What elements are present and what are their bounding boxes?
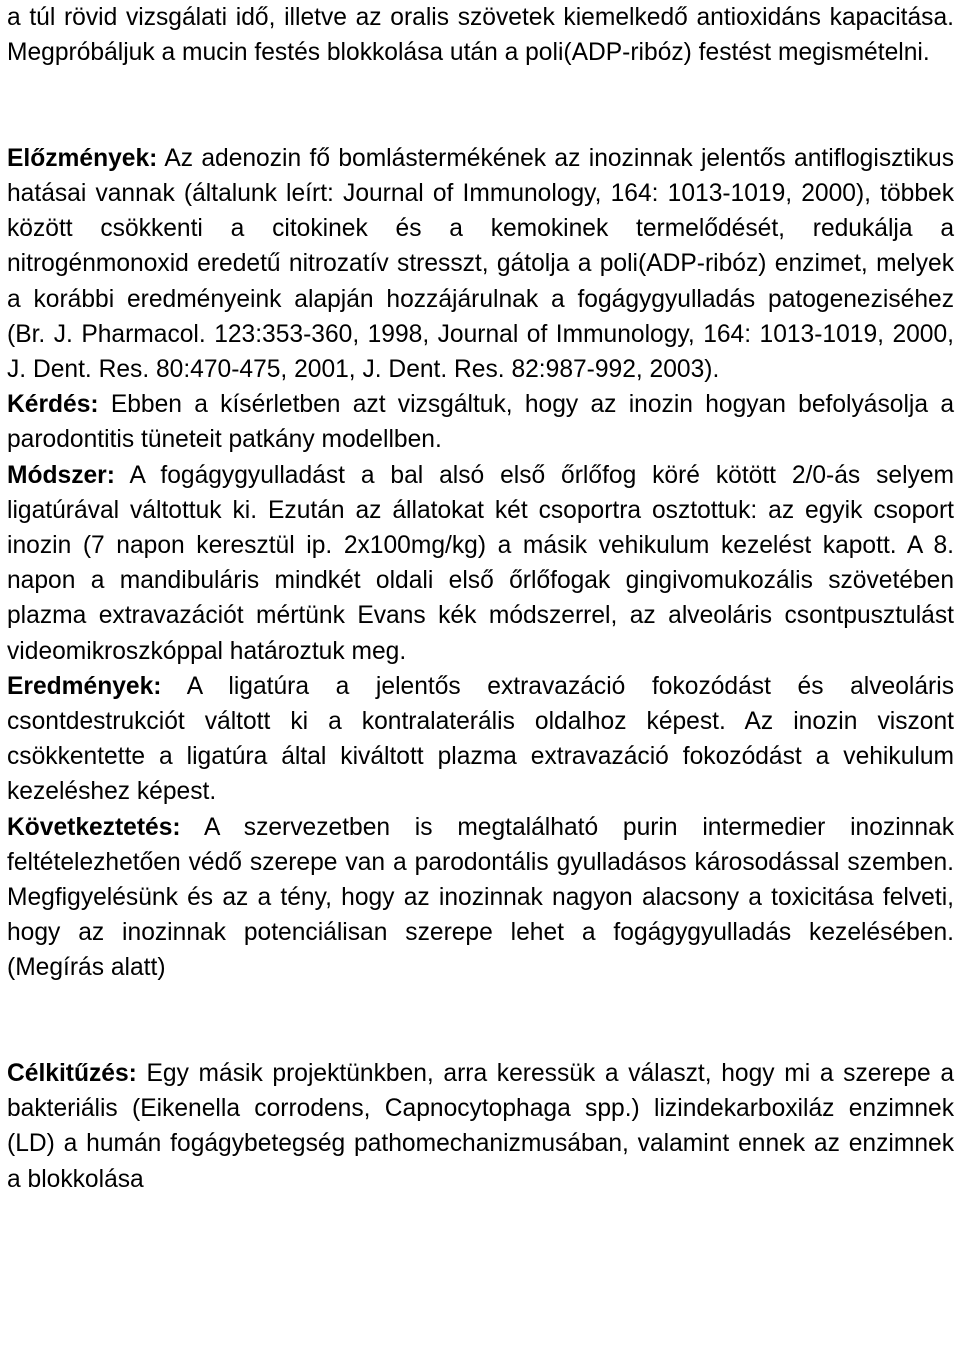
intro-text: a túl rövid vizsgálati idő, illetve az oralis szövetek kiemelkedő antioxidáns kapacitása. Megpróbáljuk a mucin festés blokkolása után a poli(ADP-ribóz) festést megismételni. <box>7 4 954 67</box>
conclusion-paragraph <box>7 810 954 986</box>
background-text: Az adenozin fő bomlástermékének az inozinnak jelentős antiflogisztikus hatásai vannak (általunk leírt: Journal of Immunology, 164: 1013-1019, 2000), többek között csökkenti a citokinek és a kemokinek termelődését, redukálja a nitrogénmonoxid eredetű nitrozatív stresszt, gátolja a poli(ADP-ribóz) enzimet, melyek a korábbi eredményeink alapján hozzájárulnak a fogágygyulladás patogeneziséhez (Br. J. Pharmacol. 123:353-360, 1998, Journal of Immunology, 164: 1013-1019, 2000, J. Dent. Res. 80:470-475, 2001, J. Dent. Res. 82:987-992, 2003). <box>7 144 954 384</box>
results-text: A ligatúra a jelentős extravazáció fokozódást és alveoláris csontdestrukciót váltott ki a kontralaterális oldalhoz képest. Az inozin viszont csökkentette a ligatúra által kiváltott plazma extravazáció fokozódást a vehikulum kezeléshez képest. <box>7 672 954 806</box>
conclusion-heading: Következtetés: <box>7 813 181 841</box>
document-page <box>7 0 954 1197</box>
method-text: A fogágygyulladást a bal alsó első őrlőfog köré kötött 2/0-ás selyem ligatúrával váltottuk ki. Ezután az állatokat két csoportra osztottuk: az egyik csoport inozin (7 napon keresztül ip. 2x100mg/kg) a másik vehikulum kezelést kapott. A 8. napon a mandibuláris mindkét oldali első őrlőfogak gingivomukozális szövetében plazma extravazációt mértünk Evans kék módszerrel, az alveoláris csontpusztulást videomikroszkóppal határoztuk meg. <box>7 461 954 665</box>
objective-heading: Célkitűzés: <box>7 1060 137 1088</box>
conclusion-text: A szervezetben is megtalálható purin intermedier inozinnak feltételezhetően védő szerepe van a parodontális gyulladásos károsodással szemben. Megfigyelésünk és az a tény, hogy az inozinnak nagyon alacsony a toxicitása felveti, hogy az inozinnak potenciálisan szerepe lehet a fogágygyulladás kezelésében. (Megírás alatt) <box>7 813 954 982</box>
background-paragraph <box>7 141 954 387</box>
question-paragraph <box>7 387 954 457</box>
objective-paragraph <box>7 1056 954 1197</box>
method-paragraph <box>7 458 954 669</box>
results-heading: Eredmények: <box>7 672 162 700</box>
method-heading: Módszer: <box>7 461 115 489</box>
question-heading: Kérdés: <box>7 391 99 419</box>
intro-paragraph <box>7 0 954 70</box>
background-heading: Előzmények: <box>7 144 158 172</box>
results-paragraph <box>7 669 954 810</box>
objective-text: Egy másik projektünkben, arra keressük a választ, hogy mi a szerepe a bakteriális (Eikenella corrodens, Capnocytophaga spp.) lizindekarboxiláz enzimnek (LD) a humán fogágybetegség pathomechanizmusában, valamint ennek az enzimnek a blokkolása <box>7 1060 954 1193</box>
question-text: Ebben a kísérletben azt vizsgáltuk, hogy az inozin hogyan befolyásolja a parodontitis tüneteit patkány modellben. <box>7 391 954 454</box>
